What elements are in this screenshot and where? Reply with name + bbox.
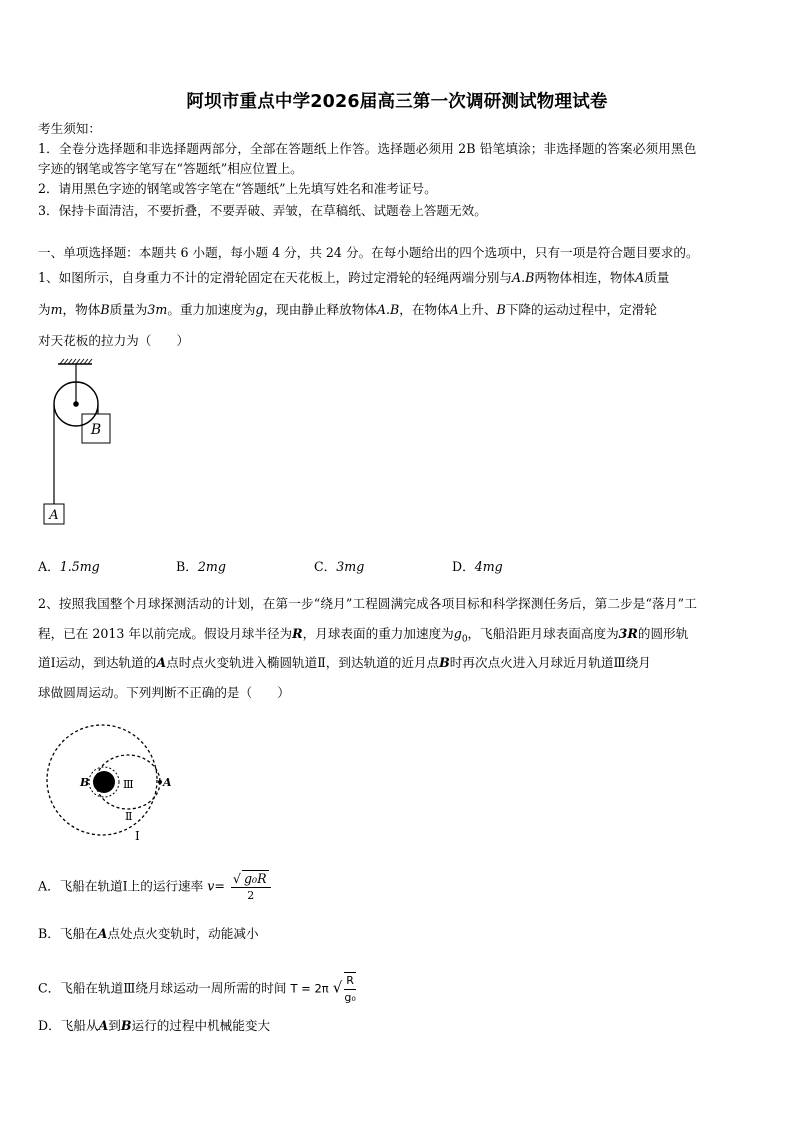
q2-line-3 bbox=[38, 655, 651, 671]
q2-var-b: B bbox=[439, 655, 450, 670]
q1-text: 两物体相连，物体 bbox=[534, 270, 636, 285]
q1-var-ab: A.B bbox=[376, 302, 400, 317]
q1-text: 1、如图所示，自身重力不计的定滑轮固定在天花板上，跨过定滑轮的轻绳两端分别与 bbox=[38, 270, 512, 285]
q1-var-ab: A.B bbox=[511, 270, 535, 285]
q1-text: 质量为 bbox=[109, 302, 148, 317]
q2-var-a: A bbox=[98, 1018, 109, 1033]
q1-var-g: g bbox=[255, 302, 264, 317]
notice-item-1-line-2: 字迹的钢笔或答字笔写在“答题纸”相应位置上。 bbox=[38, 161, 303, 176]
formula-fraction bbox=[344, 972, 356, 1006]
q1-text: ，现由静止释放物体 bbox=[263, 302, 377, 317]
option-letter: B． bbox=[176, 559, 198, 574]
option-letter: C． bbox=[314, 559, 337, 574]
option-value: 1.5mg bbox=[59, 559, 100, 574]
q2-var-g0-subscript: 0 bbox=[461, 634, 468, 645]
fraction-numerator: R bbox=[344, 973, 356, 990]
fraction-numerator: √ g₀R bbox=[231, 870, 271, 888]
orbit-iii-label: Ⅲ bbox=[123, 778, 134, 791]
q2-option-d-text: 到 bbox=[108, 1018, 121, 1033]
orbit-diagram bbox=[40, 722, 190, 847]
q2-option-b-text: B．飞船在 bbox=[38, 926, 98, 941]
q1-text: 上升、 bbox=[458, 302, 497, 317]
q1-option-d bbox=[452, 556, 503, 575]
q2-option-d-text: 运行的过程中机械能变大 bbox=[131, 1018, 271, 1033]
q1-line-1 bbox=[38, 270, 669, 286]
q2-text: 程，已在 2013 年以前完成。假设月球半径为 bbox=[38, 626, 293, 641]
point-b-label: B bbox=[80, 776, 90, 789]
q2-line-1: 2、按照我国整个月球探测活动的计划，在第一步“绕月”工程圆满完成各项目标和科学探测任务后，第二步是“落月”工 bbox=[38, 596, 697, 611]
formula-fraction bbox=[231, 870, 271, 904]
pulley-diagram bbox=[40, 358, 130, 533]
q1-line-2 bbox=[38, 302, 657, 318]
notice-item-2: 2．请用黑色字迹的钢笔或答字笔在“答题纸”上先填写姓名和准考证号。 bbox=[38, 181, 437, 196]
option-value: 2mg bbox=[197, 559, 226, 574]
q1-var-a: A bbox=[449, 302, 459, 317]
block-b-label: B bbox=[90, 422, 102, 438]
option-letter: A． bbox=[38, 559, 60, 574]
page-title: 阿坝市重点中学2026届高三第一次调研测试物理试卷 bbox=[186, 92, 608, 112]
q2-option-a bbox=[38, 870, 271, 904]
block-a-label: A bbox=[49, 508, 59, 523]
orbit-i-label: Ⅰ bbox=[135, 829, 140, 843]
q2-var-a: A bbox=[156, 655, 167, 670]
point-a-label: A bbox=[163, 776, 172, 789]
q1-text: 下降的运动过程中，定滑轮 bbox=[505, 302, 657, 317]
q1-text: 质量 bbox=[644, 270, 670, 285]
q1-text: 为 bbox=[38, 302, 51, 317]
q2-option-a-text: A．飞船在轨道Ⅰ上的运行速率 bbox=[38, 878, 204, 894]
option-value: 3mg bbox=[336, 559, 365, 574]
q2-option-b-text: 点处点火变轨时，动能减小 bbox=[107, 926, 259, 941]
q1-var-b: B bbox=[100, 302, 110, 317]
formula-eq: = bbox=[214, 878, 225, 894]
q2-text: 时再次点火进入月球近月轨道Ⅲ绕月 bbox=[449, 655, 651, 670]
q2-var-r: R bbox=[292, 626, 303, 641]
q2-text: ，飞船沿距月球表面高度为 bbox=[467, 626, 619, 641]
q2-text: 道Ⅰ运动，到达轨道的 bbox=[38, 655, 157, 670]
notice-item-1-line-1: 1．全卷分选择题和非选择题两部分，全部在答题纸上作答。选择题必须用 2B 铅笔填涂；非选择题的答案必须用黑色 bbox=[38, 141, 697, 156]
q1-text: ，在物体 bbox=[399, 302, 450, 317]
q1-line-3: 对天花板的拉力为（ ） bbox=[38, 333, 190, 348]
q2-option-c bbox=[38, 972, 356, 1006]
q2-line-4: 球做圆周运动。下列判断不正确的是（ ） bbox=[38, 685, 290, 700]
q2-option-d bbox=[38, 1018, 270, 1034]
moon bbox=[93, 771, 115, 793]
section-heading: 一、单项选择题：本题共 6 小题，每小题 4 分，共 24 分。在每小题给出的四个选项中，只有一项是符合题目要求的。 bbox=[38, 245, 699, 260]
formula-v: v bbox=[207, 878, 215, 894]
formula-t: T = 2π bbox=[290, 981, 329, 996]
sqrt-sign: √ bbox=[332, 978, 343, 997]
q1-var-b: B bbox=[496, 302, 506, 317]
q2-var-b: B bbox=[120, 1018, 132, 1033]
option-letter: D． bbox=[452, 559, 475, 574]
q2-text: ，月球表面的重力加速度为 bbox=[302, 626, 454, 641]
q2-text: 的圆形轨 bbox=[637, 626, 689, 641]
q2-var-g0: g bbox=[453, 626, 462, 641]
fraction-denominator: 2 bbox=[247, 889, 255, 902]
q2-option-d-text: D．飞船从 bbox=[38, 1018, 99, 1033]
q1-var-a: A bbox=[635, 270, 645, 285]
q1-text: 。重力加速度为 bbox=[167, 302, 256, 317]
q2-text: 点时点火变轨进入椭圆轨道Ⅱ，到达轨道的近月点 bbox=[166, 655, 440, 670]
orbit-ii-label: Ⅱ bbox=[125, 810, 133, 823]
q2-option-b bbox=[38, 926, 259, 942]
q1-text: ，物体 bbox=[62, 302, 101, 317]
q2-option-c-text: C．飞船在轨道Ⅲ绕月球运动一周所需的时间 bbox=[38, 980, 287, 996]
pulley-axle bbox=[73, 401, 79, 407]
q1-option-a bbox=[38, 556, 100, 575]
q1-var-3m: 3m bbox=[147, 302, 168, 317]
notice-item-3: 3．保持卡面清洁，不要折叠，不要弄破、弄皱，在草稿纸、试题卷上答题无效。 bbox=[38, 203, 487, 218]
q2-line-2 bbox=[38, 626, 688, 648]
option-value: 4mg bbox=[474, 559, 503, 574]
q1-option-c bbox=[314, 556, 364, 575]
q1-option-b bbox=[176, 556, 226, 575]
q1-var-m: m bbox=[50, 302, 63, 317]
point-a bbox=[158, 780, 162, 784]
notice-heading: 考生须知： bbox=[38, 121, 101, 136]
q2-var-3r: 3R bbox=[618, 626, 638, 641]
q2-var-a: A bbox=[97, 926, 108, 941]
fraction-denominator: g₀ bbox=[344, 991, 356, 1004]
sqrt-content: g₀R bbox=[243, 871, 267, 886]
